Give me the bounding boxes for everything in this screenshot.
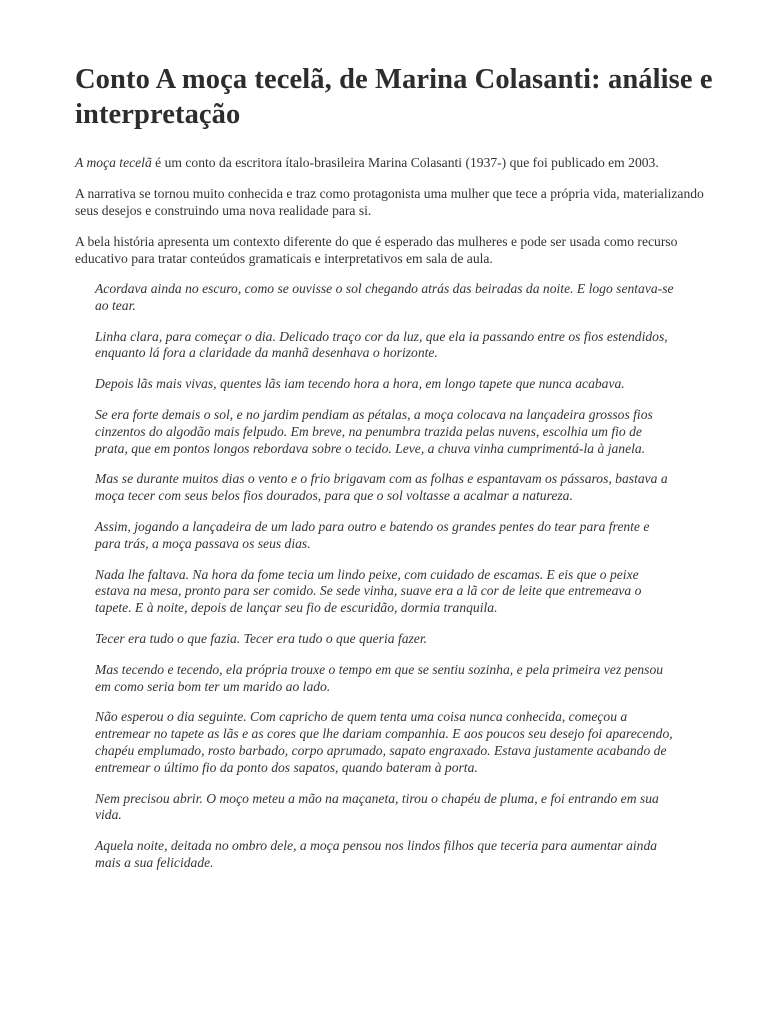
- excerpt-paragraph: Assim, jogando a lançadeira de um lado para outro e batendo os grandes pentes do tear para frente e para trás, a moça passava os seus dias.: [95, 518, 650, 551]
- story-excerpt: [75, 281, 675, 872]
- article-title: Conto A moça tecelã, de Marina Colasanti: análise e interpretação: [75, 64, 713, 130]
- excerpt-paragraph: Aquela noite, deitada no ombro dele, a moça pensou nos lindos filhos que teceria para aumentar ainda mais a sua felicidade.: [95, 838, 658, 870]
- excerpt-paragraph: Nada lhe faltava. Na hora da fome tecia um lindo peixe, com cuidado de escamas. E eis que o peixe estava na mesa, pronto para ser comido. Se sede vinha, suave era a lã cor de leite que entremeava o tapete. E à noite, depois de lançar seu fio de escuridão, dormia tranquila.: [95, 566, 642, 616]
- intro-paragraph: [75, 154, 715, 171]
- story-title-emphasis: A moça tecelã: [75, 155, 152, 170]
- intro-paragraph: A narrativa se tornou muito conhecida e traz como protagonista uma mulher que tece a própria vida, materializando seus desejos e construindo uma nova realidade para si.: [75, 186, 704, 218]
- excerpt-paragraph: Mas se durante muitos dias o vento e o frio brigavam com as folhas e espantavam os pássaros, bastava a moça tecer com seus belos fios dourados, para que o sol voltasse a acalmar a natureza.: [95, 471, 668, 504]
- excerpt-paragraph: Depois lãs mais vivas, quentes lãs iam tecendo hora a hora, em longo tapete que nunca acabava.: [95, 376, 625, 392]
- intro-text: é um conto da escritora ítalo-brasileira Marina Colasanti (1937-) que foi publicado em 2003.: [151, 155, 659, 170]
- excerpt-paragraph: Se era forte demais o sol, e no jardim pendiam as pétalas, a moça colocava na lançadeira grossos fios cinzentos do algodão mais felpudo. Em breve, na penumbra trazida pelas nuvens, escolhia um fio de prata, que em pontos longos rebordava sobre o tecido. Leve, a chuva vinha cumprimentá-la à janela.: [95, 406, 653, 456]
- excerpt-paragraph: Não esperou o dia seguinte. Com capricho de quem tenta uma coisa nunca conhecida, começou a entremear no tapete as lãs e as cores que lhe dariam companhia. E aos poucos seu desejo foi aparecendo, chapéu emplumado, rosto barbado, corpo aprumado, sapato engraxado. Estava justamente acabando de entremear o último fio da ponto dos sapatos, quando bateram à porta.: [95, 709, 673, 775]
- excerpt-paragraph: Acordava ainda no escuro, como se ouvisse o sol chegando atrás das beiradas da noite. E logo sentava-se ao tear.: [95, 281, 674, 313]
- intro-paragraph: A bela história apresenta um contexto diferente do que é esperado das mulheres e pode ser usada como recurso educativo para tratar conteúdos gramaticais e interpretativos em sala de aula.: [75, 234, 678, 266]
- article-intro: [75, 154, 715, 267]
- excerpt-paragraph: Tecer era tudo o que fazia. Tecer era tudo o que queria fazer.: [95, 630, 428, 646]
- document-page: [75, 62, 715, 886]
- excerpt-paragraph: Linha clara, para começar o dia. Delicado traço cor da luz, que ela ia passando entre os fios estendidos, enquanto lá fora a claridade da manhã desenhava o horizonte.: [95, 328, 668, 361]
- excerpt-paragraph: Nem precisou abrir. O moço meteu a mão na maçaneta, tirou o chapéu de pluma, e foi entrando em sua vida.: [95, 790, 659, 823]
- excerpt-paragraph: Mas tecendo e tecendo, ela própria trouxe o tempo em que se sentiu sozinha, e pela primeira vez pensou em como seria bom ter um marido ao lado.: [95, 661, 664, 694]
